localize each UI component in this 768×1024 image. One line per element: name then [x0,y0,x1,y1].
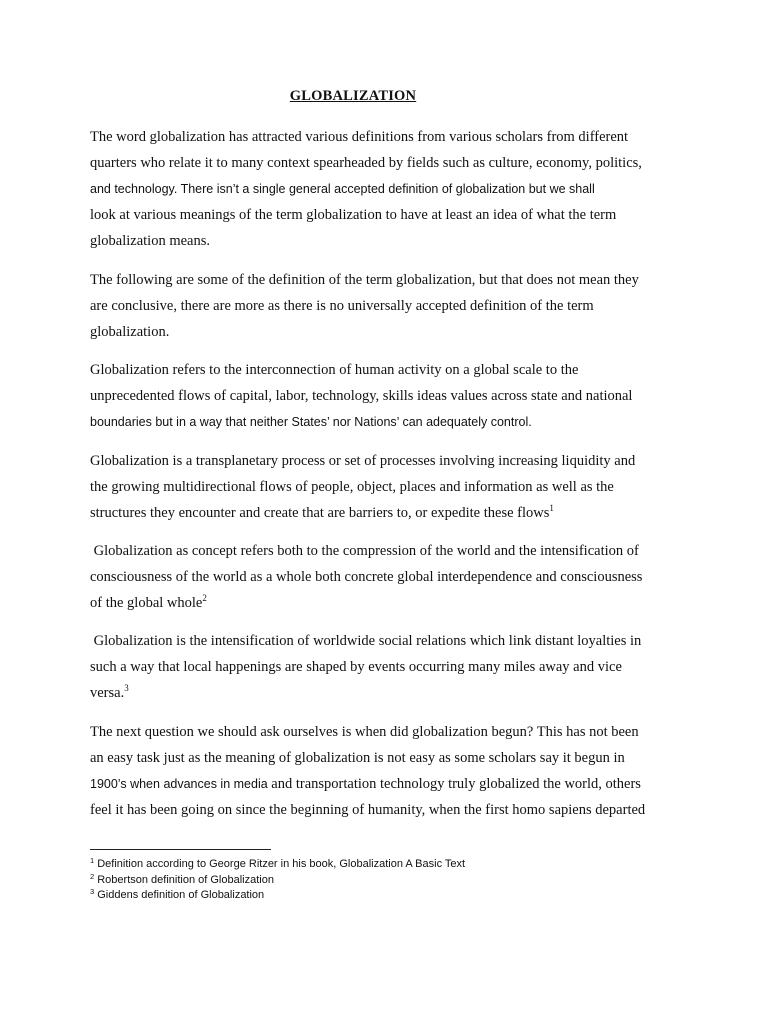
footnotes [90,857,690,904]
text-fragment: of the global whole [90,595,203,611]
text-line: globalization means. [90,233,210,249]
footnote-text: Definition according to George Ritzer in his book, Globalization A Basic Text [94,858,466,870]
text-line: an easy task just as the meaning of globalization is not easy as some scholars say it begun in [90,750,625,766]
text-line: The word globalization has attracted various definitions from various scholars from different [90,129,629,145]
footnote-ref: 2 [202,593,207,603]
text-fragment: 1900’s when advances in media [90,777,268,791]
text-line: Globalization is a transplanetary process or set of processes involving increasing liquidity and [90,453,636,469]
paragraph-4 [90,448,680,526]
text-line: unprecedented flows of capital, labor, technology, skills ideas values across state and national [90,388,633,404]
text-line [90,771,680,797]
footnote-2 [90,873,690,889]
text-line [90,590,680,616]
footnote-ref: 1 [549,503,554,513]
text-line: Globalization refers to the interconnection of human activity on a global scale to the [90,362,579,378]
text-line: feel it has been going on since the beginning of humanity, when the first homo sapiens departed [90,802,646,818]
page-title: GLOBALIZATION [289,88,417,104]
text-line: Globalization is the intensification of worldwide social relations which link distant loyalties in [90,633,642,649]
footnote-1 [90,857,690,873]
footnote-text: Giddens definition of Globalization [94,889,265,901]
footnote-number: 3 [90,887,95,896]
text-line [90,500,680,526]
text-fragment: and transportation technology truly globalized the world, others [267,776,641,792]
paragraph-6 [90,628,680,706]
text-line: such a way that local happenings are shaped by events occurring many miles away and vice [90,659,622,675]
text-line: boundaries but in a way that neither States’ nor Nations’ can adequately control. [90,415,532,429]
footnote-number: 1 [90,856,95,865]
text-line: look at various meanings of the term globalization to have at least an idea of what the term [90,207,617,223]
footnote-ref: 3 [124,683,129,693]
text-line: Globalization as concept refers both to the compression of the world and the intensification of [90,543,639,559]
text-line: are conclusive, there are more as there is no universally accepted definition of the term [90,298,594,314]
text-fragment: versa. [90,685,125,701]
footnote-3 [90,888,690,904]
paragraph-5 [90,538,680,616]
footnote-number: 2 [90,871,95,881]
footnote-separator [90,849,271,850]
paragraph-7 [90,719,680,823]
text-line: and technology. There isn’t a single general accepted definition of globalization but we shall [90,182,595,196]
text-line: globalization. [90,324,170,340]
text-line: The following are some of the definition of the term globalization, but that does not mean they [90,272,639,288]
paragraph-1 [90,124,680,254]
text-line [90,680,680,706]
paragraph-3 [90,357,680,435]
footnote-text: Robertson definition of Globalization [94,873,274,886]
text-line: The next question we should ask ourselves is when did globalization begun? This has not been [90,724,639,740]
text-line: consciousness of the world as a whole both concrete global interdependence and consciousness [90,569,643,585]
paragraph-2 [90,267,680,345]
text-line: quarters who relate it to many context spearheaded by fields such as culture, economy, politics, [90,155,642,171]
text-fragment: structures they encounter and create that are barriers to, or expedite these flows [90,505,550,521]
text-line: the growing multidirectional flows of people, object, places and information as well as the [90,479,614,495]
